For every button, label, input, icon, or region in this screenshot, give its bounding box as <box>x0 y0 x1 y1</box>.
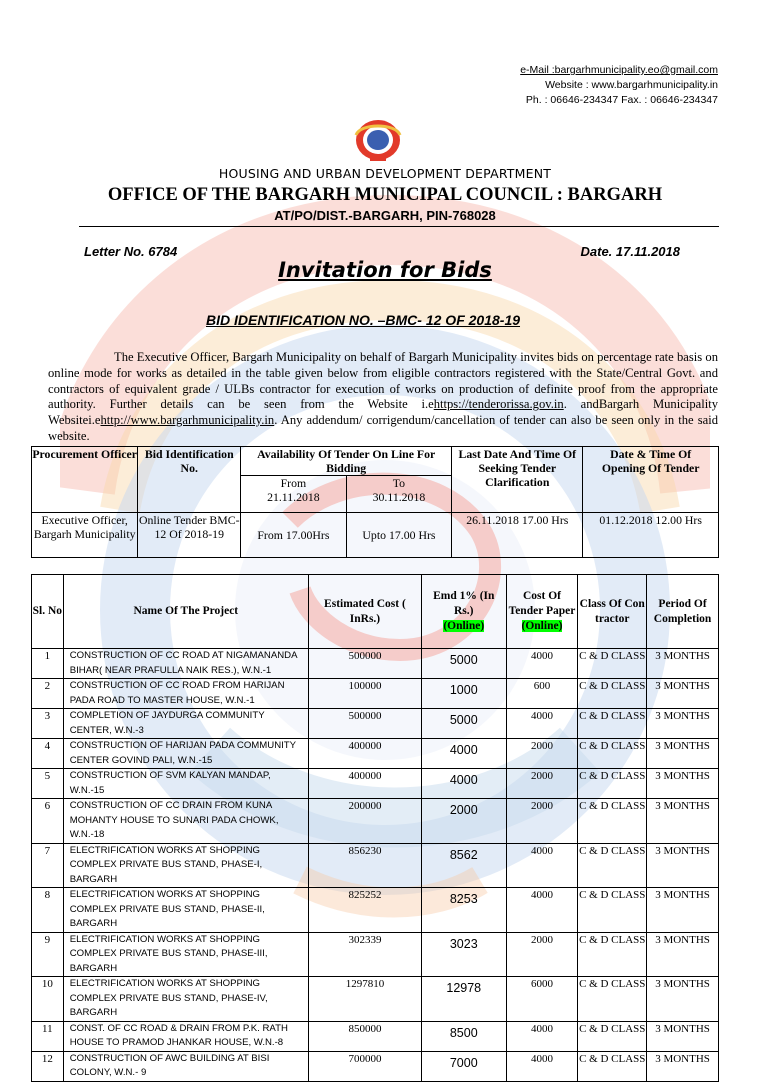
last-date-value: 26.11.2018 17.00 Hrs <box>452 513 583 558</box>
sl-no-cell: 8 <box>32 888 64 933</box>
estimated-cost-cell: 100000 <box>308 679 421 709</box>
tender-cost-cell: 2000 <box>506 739 578 769</box>
table-row <box>32 709 719 739</box>
contractor-class-cell: C & D CLASS <box>578 679 647 709</box>
contact-block <box>520 63 718 108</box>
table-row <box>32 888 719 933</box>
tender-cost-cell: 4000 <box>506 649 578 679</box>
tender-cost-cell: 4000 <box>506 888 578 933</box>
estimated-cost-header: Estimated Cost ( InRs.) <box>308 575 421 649</box>
estimated-cost-cell: 400000 <box>308 739 421 769</box>
letter-number: Letter No. 6784 <box>84 244 178 259</box>
contractor-class-cell: C & D CLASS <box>578 709 647 739</box>
works-table <box>31 574 719 1082</box>
tender-schedule-table <box>31 446 719 558</box>
procurement-officer-value: Executive Officer, Bargarh Municipality <box>32 513 138 558</box>
project-name-cell: CONST. OF CC ROAD & DRAIN FROM P.K. RATH HOUSE TO PRAMOD JHANKAR HOUSE, W.N.-8 <box>63 1021 308 1051</box>
project-name-cell: ELECTRIFICATION WORKS AT SHOPPING COMPLEX PRIVATE BUS STAND, PHASE-III, BARGARH <box>63 932 308 977</box>
intro-text-1: The Executive Officer, Bargarh Municipality on behalf of Bargarh Municipality invites bids on percentage rate basis on online mode for works as detailed in the table given below from eligible contractors registered with the State/Central Govt. and contractors of equivalent grade / ULBs contractor for execution of works on production of definite proof from the appropriate authority. Further details can be seen from the Website i.e <box>48 350 718 412</box>
estimated-cost-cell: 700000 <box>308 1051 421 1081</box>
contractor-class-cell: C & D CLASS <box>578 1021 647 1051</box>
emd-cell: 2000 <box>421 799 506 844</box>
sl-no-cell: 2 <box>32 679 64 709</box>
emd-cell: 8562 <box>421 843 506 888</box>
sl-no-cell: 11 <box>32 1021 64 1051</box>
sl-no-cell: 3 <box>32 709 64 739</box>
completion-period-cell: 3 MONTHS <box>647 769 719 799</box>
last-date-header: Last Date And Time Of Seeking Tender Clarification <box>452 447 583 513</box>
table-row <box>32 739 719 769</box>
contractor-class-cell: C & D CLASS <box>578 843 647 888</box>
estimated-cost-cell: 825252 <box>308 888 421 933</box>
contractor-class-cell: C & D CLASS <box>578 1051 647 1081</box>
contractor-class-cell: C & D CLASS <box>578 977 647 1022</box>
table-row <box>32 1051 719 1081</box>
to-date: 30.11.2018 <box>372 490 426 504</box>
emd-header-label: Emd 1% (In Rs.) <box>433 590 495 617</box>
sl-no-cell: 12 <box>32 1051 64 1081</box>
completion-period-header: Period Of Completion <box>647 575 719 649</box>
to-time-value: Upto 17.00 Hrs <box>346 513 452 558</box>
intro-text-2: . andBargarh Municipality Websitei.e <box>48 397 718 428</box>
sl-no-cell: 4 <box>32 739 64 769</box>
to-cell <box>346 476 452 513</box>
completion-period-cell: 3 MONTHS <box>647 932 719 977</box>
contractor-class-cell: C & D CLASS <box>578 649 647 679</box>
to-label: To <box>392 476 406 490</box>
project-name-cell: CONSTRUCTION OF CC ROAD AT NIGAMANANDA BIHAR( NEAR PRAFULLA NAIK RES.), W.N.-1 <box>63 649 308 679</box>
completion-period-cell: 3 MONTHS <box>647 649 719 679</box>
schedule-data-row <box>32 513 719 558</box>
emd-cell: 7000 <box>421 1051 506 1081</box>
completion-period-cell: 3 MONTHS <box>647 977 719 1022</box>
completion-period-cell: 3 MONTHS <box>647 843 719 888</box>
table-row <box>32 799 719 844</box>
completion-period-cell: 3 MONTHS <box>647 799 719 844</box>
table-row <box>32 679 719 709</box>
project-name-cell: ELECTRIFICATION WORKS AT SHOPPING COMPLEX PRIVATE BUS STAND, PHASE-I, BARGARH <box>63 843 308 888</box>
project-name-header: Name Of The Project <box>63 575 308 649</box>
tender-cost-cell: 2000 <box>506 799 578 844</box>
emd-online-badge: (Online) <box>443 620 485 632</box>
contractor-class-cell: C & D CLASS <box>578 932 647 977</box>
opening-date-header: Date & Time Of Opening Of Tender <box>583 447 719 513</box>
project-name-cell: ELECTRIFICATION WORKS AT SHOPPING COMPLEX PRIVATE BUS STAND, PHASE-II, BARGARH <box>63 888 308 933</box>
tender-cost-header <box>506 575 578 649</box>
sl-no-cell: 6 <box>32 799 64 844</box>
tender-cost-cell: 6000 <box>506 977 578 1022</box>
sl-no-cell: 9 <box>32 932 64 977</box>
completion-period-cell: 3 MONTHS <box>647 709 719 739</box>
sl-no-header: Sl. No <box>32 575 64 649</box>
contractor-class-cell: C & D CLASS <box>578 739 647 769</box>
tender-cost-cell: 600 <box>506 679 578 709</box>
department-heading: HOUSING AND URBAN DEVELOPMENT DEPARTMENT <box>218 166 552 181</box>
from-cell <box>241 476 347 513</box>
completion-period-cell: 3 MONTHS <box>647 1051 719 1081</box>
tender-cost-cell: 2000 <box>506 769 578 799</box>
intro-text-3: . Any addendum/ corrigendum/cancellation of tender can also be seen only in the said website. <box>48 413 718 443</box>
estimated-cost-cell: 302339 <box>308 932 421 977</box>
page-title: Invitation for Bids <box>278 258 492 282</box>
emd-cell: 4000 <box>421 769 506 799</box>
cost-online-badge: (Online) <box>521 620 563 632</box>
contractor-class-cell: C & D CLASS <box>578 888 647 933</box>
sl-no-cell: 5 <box>32 769 64 799</box>
office-address: AT/PO/DIST.-BARGARH, PIN-768028 <box>274 208 496 223</box>
table-row <box>32 977 719 1022</box>
email-text: e-Mail :bargarhmunicipality.eo@gmail.com <box>520 64 718 76</box>
estimated-cost-cell: 500000 <box>308 709 421 739</box>
project-name-cell: CONSTRUCTION OF CC DRAIN FROM KUNA MOHANTY HOUSE TO SUNARI PADA CHOWK, W.N.-18 <box>63 799 308 844</box>
letter-date: Date. 17.11.2018 <box>580 244 680 259</box>
bid-identification-number: BID IDENTIFICATION NO. –BMC- 12 OF 2018-19 <box>206 312 521 328</box>
sl-no-cell: 10 <box>32 977 64 1022</box>
tender-cost-cell: 4000 <box>506 1051 578 1081</box>
estimated-cost-cell: 1297810 <box>308 977 421 1022</box>
contractor-class-header: Class Of Contractor <box>578 575 647 649</box>
emd-cell: 5000 <box>421 649 506 679</box>
project-name-cell: CONSTRUCTION OF AWC BUILDING AT BISI COLONY, W.N.- 9 <box>63 1051 308 1081</box>
emd-cell: 5000 <box>421 709 506 739</box>
project-name-cell: ELECTRIFICATION WORKS AT SHOPPING COMPLEX PRIVATE BUS STAND, PHASE-IV, BARGARH <box>63 977 308 1022</box>
tender-cost-cell: 4000 <box>506 1021 578 1051</box>
works-header-row <box>32 575 719 649</box>
website-text: Website : www.bargarhmunicipality.in <box>545 79 718 91</box>
estimated-cost-cell: 400000 <box>308 769 421 799</box>
from-label: From <box>280 476 307 490</box>
completion-period-cell: 3 MONTHS <box>647 888 719 933</box>
municipality-website-link[interactable]: http://www.bargarhmunicipality.in <box>100 413 275 428</box>
project-name-cell: CONSTRUCTION OF HARIJAN PADA COMMUNITY CENTER GOVIND PALI, W.N.-15 <box>63 739 308 769</box>
from-date: 21.11.2018 <box>267 490 320 504</box>
estimated-cost-cell: 200000 <box>308 799 421 844</box>
tender-cost-cell: 4000 <box>506 709 578 739</box>
completion-period-cell: 3 MONTHS <box>647 739 719 769</box>
table-row <box>32 1021 719 1051</box>
emd-cell: 8500 <box>421 1021 506 1051</box>
table-row <box>32 649 719 679</box>
emd-cell: 1000 <box>421 679 506 709</box>
opening-date-value: 01.12.2018 12.00 Hrs <box>583 513 719 558</box>
municipal-emblem-icon <box>340 115 416 165</box>
works-table-body <box>32 649 719 1082</box>
project-name-cell: CONSTRUCTION OF CC ROAD FROM HARIJAN PADA ROAD TO MASTER HOUSE, W.N.-1 <box>63 679 308 709</box>
tender-cost-cell: 4000 <box>506 843 578 888</box>
availability-header: Availability Of Tender On Line For Bidding <box>241 447 452 476</box>
intro-paragraph <box>48 350 718 445</box>
estimated-cost-cell: 850000 <box>308 1021 421 1051</box>
estimated-cost-cell: 500000 <box>308 649 421 679</box>
schedule-header-row <box>32 447 719 476</box>
office-heading: OFFICE OF THE BARGARH MUNICIPAL COUNCIL : BARGARH <box>107 185 663 205</box>
tender-portal-link[interactable]: https://tenderorissa.gov.in <box>433 397 564 412</box>
sl-no-cell: 7 <box>32 843 64 888</box>
emd-cell: 12978 <box>421 977 506 1022</box>
completion-period-cell: 3 MONTHS <box>647 1021 719 1051</box>
table-row <box>32 932 719 977</box>
bid-id-value: Online Tender BMC-12 Of 2018-19 <box>138 513 241 558</box>
estimated-cost-cell: 856230 <box>308 843 421 888</box>
header-divider <box>79 226 719 227</box>
contractor-class-cell: C & D CLASS <box>578 799 647 844</box>
completion-period-cell: 3 MONTHS <box>647 679 719 709</box>
procurement-officer-header: Procurement Officer <box>32 447 138 513</box>
project-name-cell: CONSTRUCTION OF SVM KALYAN MANDAP, W.N.-15 <box>63 769 308 799</box>
project-name-cell: COMPLETION OF JAYDURGA COMMUNITY CENTER, W.N.-3 <box>63 709 308 739</box>
bid-id-header: Bid Identification No. <box>138 447 241 513</box>
from-time-value: From 17.00Hrs <box>241 513 347 558</box>
emd-cell: 4000 <box>421 739 506 769</box>
tender-cost-header-label: Cost Of Tender Paper <box>508 590 576 617</box>
emd-header <box>421 575 506 649</box>
contractor-class-cell: C & D CLASS <box>578 769 647 799</box>
emd-cell: 8253 <box>421 888 506 933</box>
sl-no-cell: 1 <box>32 649 64 679</box>
table-row <box>32 769 719 799</box>
phone-text: Ph. : 06646-234347 Fax. : 06646-234347 <box>525 94 718 106</box>
emd-cell: 3023 <box>421 932 506 977</box>
table-row <box>32 843 719 888</box>
tender-cost-cell: 2000 <box>506 932 578 977</box>
